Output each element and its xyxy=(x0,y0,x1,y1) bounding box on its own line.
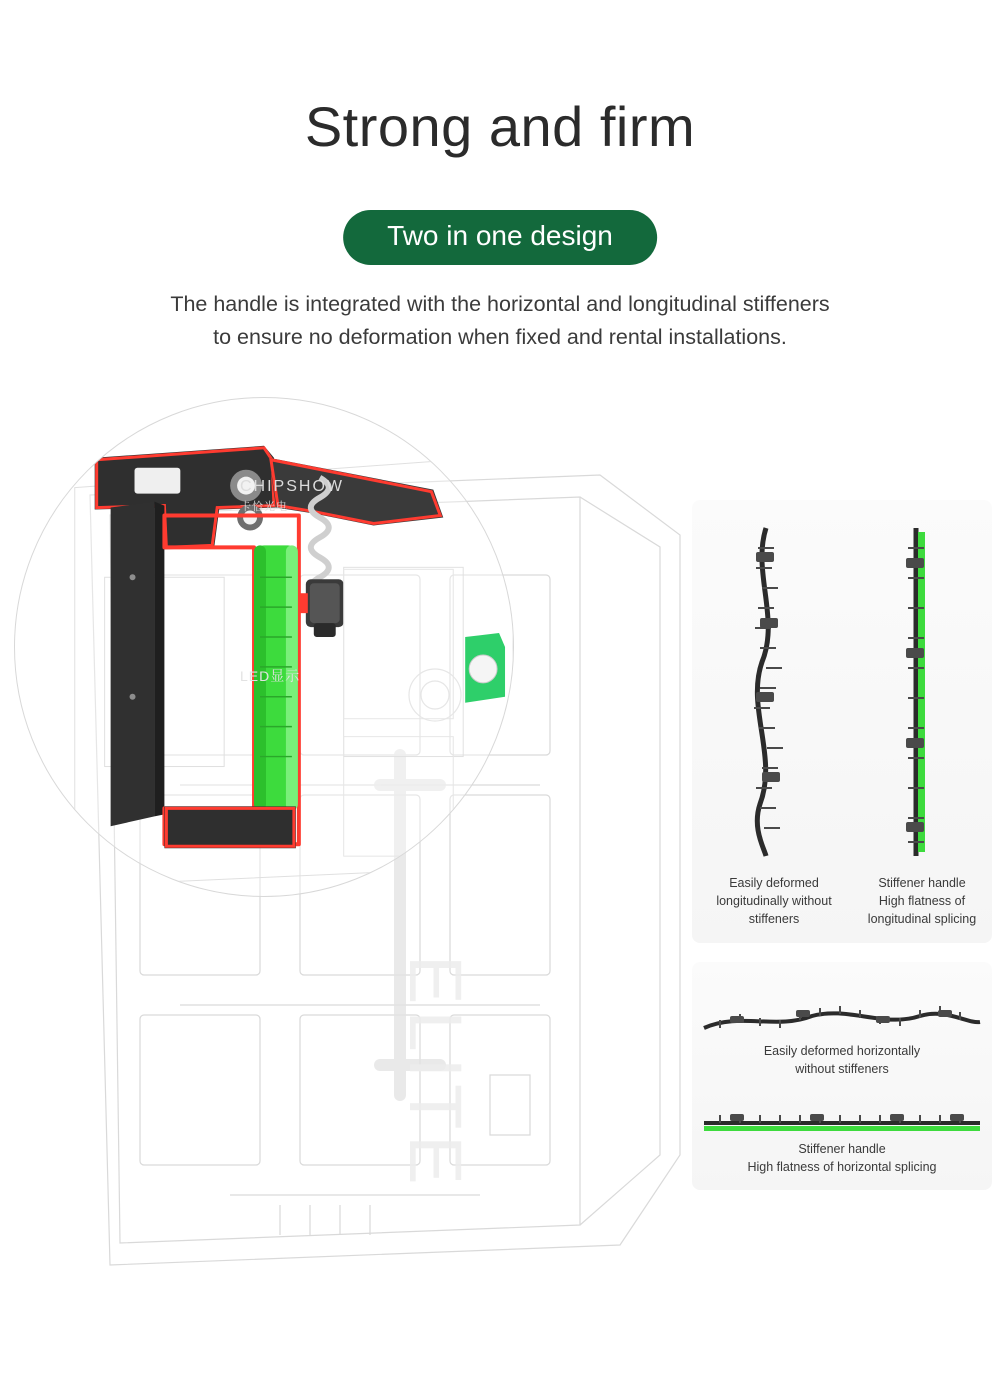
longitudinal-strip-row xyxy=(692,522,992,862)
caption-line-2: High flatness of xyxy=(878,894,966,909)
subtitle-line-1: The handle is integrated with the horizontal and longitudinal stiffeners xyxy=(170,292,830,316)
caption-line-2: longitudinally without xyxy=(716,894,832,909)
page-title: Strong and firm xyxy=(304,95,696,158)
watermark-brand-sub: 卡恰光电 xyxy=(240,501,288,513)
watermark-brand xyxy=(240,478,344,514)
magnifier-detail-circle xyxy=(14,397,514,897)
caption-line-2: High flatness of horizontal splicing xyxy=(747,1160,937,1175)
caption-stiffened-longitudinal xyxy=(848,874,996,928)
caption-line-1: Easily deformed horizontally xyxy=(763,1044,921,1058)
svg-text:ELITE: ELITE xyxy=(394,955,477,1191)
caption-line-1: Stiffener handle xyxy=(798,1142,886,1156)
caption-deformed-longitudinal xyxy=(700,874,848,928)
watermark-brand-name: CHIPSHOW xyxy=(240,478,344,495)
watermark-secondary: LED显示 xyxy=(240,668,301,684)
caption-line-3: longitudinal splicing xyxy=(867,912,977,927)
caption-deformed-horizontal xyxy=(692,1042,992,1078)
product-illustration xyxy=(0,395,720,1300)
caption-line-1: Easily deformed xyxy=(729,876,819,890)
strip-stiffened-horizontal xyxy=(700,1110,984,1136)
subtitle-line-2: to ensure no deformation when fixed and rental installations. xyxy=(213,325,787,350)
magnified-assembly-drawing xyxy=(15,398,513,896)
strip-deformed-horizontal xyxy=(700,1006,984,1036)
strip-deformed-longitudinal xyxy=(692,522,842,862)
caption-line-3: stiffeners xyxy=(748,912,800,927)
strip-stiffened-longitudinal xyxy=(842,522,992,862)
caption-line-1: Stiffener handle xyxy=(878,876,966,890)
page-subtitle xyxy=(0,288,1000,355)
section-badge: Two in one design xyxy=(343,210,657,265)
caption-stiffened-horizontal xyxy=(692,1140,992,1176)
caption-line-2: without stiffeners xyxy=(795,1062,889,1077)
